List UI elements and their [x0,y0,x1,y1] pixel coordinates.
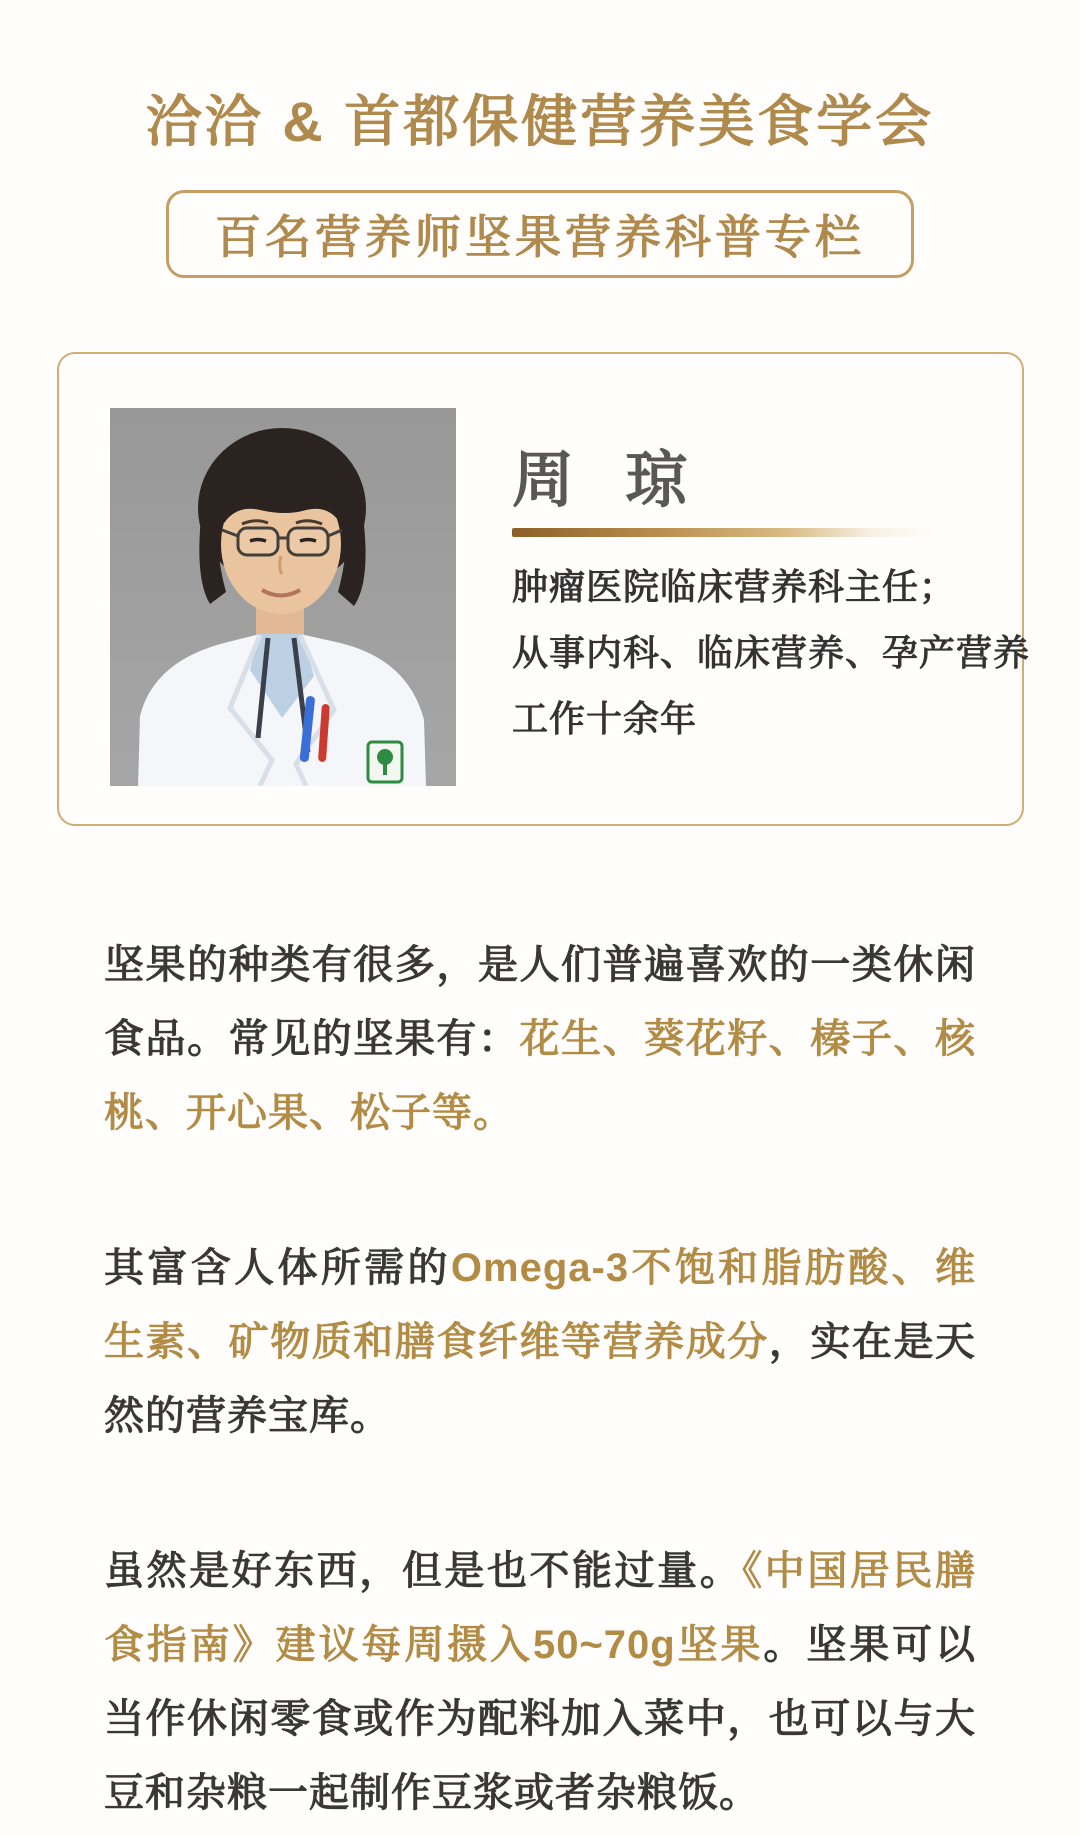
body-paragraph [104,1231,976,1453]
expert-photo [110,408,456,786]
body-paragraph [104,928,976,1150]
page-title: 洽洽 & 首都保健营养美食学会 [145,90,935,153]
portrait-illustration [110,408,456,786]
plain-text: 其富含人体所需的 [104,1246,451,1290]
hospital-logo [368,742,402,782]
column-badge [166,190,914,278]
body-paragraph [104,1534,976,1830]
expert-card [57,352,1031,826]
highlighted-text: 《中国居民膳食指南》建议每周摄入50~70g坚果 [104,1549,976,1667]
plain-text: 虽然是好东西，但是也不能过量。 [104,1549,743,1593]
gold-divider [512,528,936,537]
expert-bio-line: 从事内科、临床营养、孕产营养 [512,632,1031,673]
highlighted-text: 花生、葵花籽、榛子、核桃、开心果、松子等。 [104,1017,976,1135]
plain-text: ，实在是天然的营养宝库。 [104,1320,977,1438]
column-badge-label: 百名营养师坚果营养科普专栏 [215,211,865,263]
expert-info [512,354,1031,824]
expert-bio [512,554,1030,752]
expert-name: 周 琼 [512,446,692,515]
expert-bio-line: 肿瘤医院临床营养科主任； [512,566,957,607]
article-body [104,928,976,1830]
plain-text: 坚果的种类有很多，是人们普遍喜欢的一类休闲食品。常见的坚果有： [104,943,976,1061]
plain-text: 。坚果可以当作休闲零食或作为配料加入菜中，也可以与大豆和杂粮一起制作豆浆或者杂粮饭。 [104,1623,977,1815]
expert-bio-line: 工作十余年 [512,698,698,739]
highlighted-text: Omega-3不饱和脂肪酸、维生素、矿物质和膳食纤维等营养成分 [104,1246,977,1364]
